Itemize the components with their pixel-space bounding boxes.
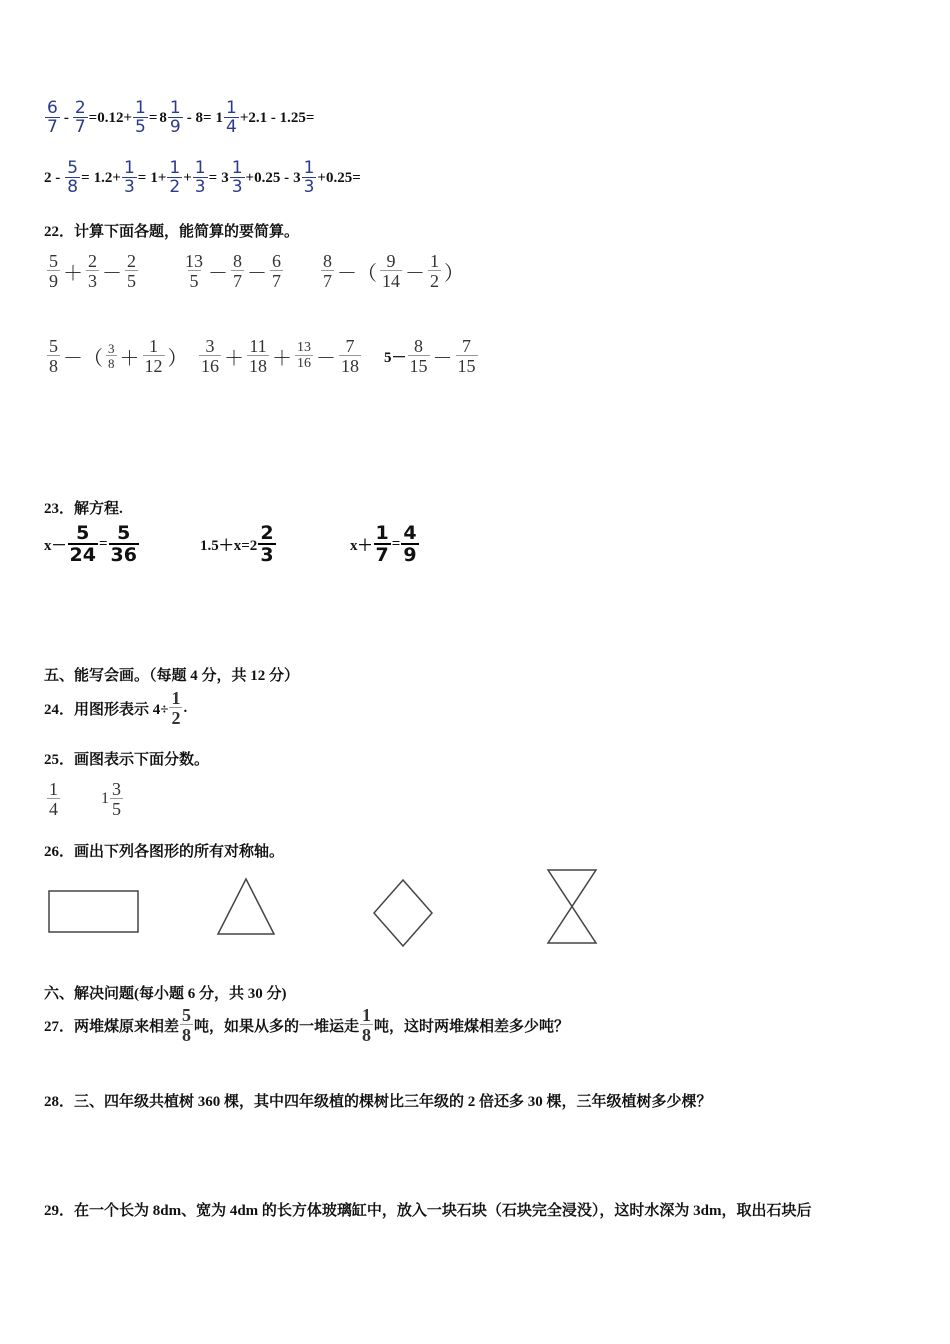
section-6-title: 六、解决问题(每小题 6 分，共 30 分) <box>44 986 287 1002</box>
fraction: $\frac{7}{18}$ <box>341 336 359 376</box>
fraction: $\frac{3}{5}$ <box>112 779 121 819</box>
fraction: $\frac{5}{8}$ <box>182 1005 192 1045</box>
triangle-shape <box>212 874 280 940</box>
q24: 24．用图形表示 4÷ $\frac{1}{2}$ . <box>44 688 188 728</box>
section-5-title: 五、能写会画。（每题 4 分，共 12 分） <box>44 668 300 684</box>
q29: 29．在一个长为 8dm、宽为 4dm 的长方体玻璃缸中，放入一块石块（石块完全浸没），这时水深为 3dm，取出石块后 <box>44 1203 812 1219</box>
fraction: $\frac{1}{2}$ <box>430 251 439 291</box>
fraction: $\frac{1}{4}$ <box>49 779 58 819</box>
mental-row-1: $\frac{6}{7}$ - $\frac{2}{7}$ = 0.12+ $\frac{1}{5}$ = 8 $\frac{1}{9}$ - 8= 1 $\frac{1}{4}$ +2.1 - 1.25= <box>47 98 315 137</box>
fraction: $\frac{8}{7}$ <box>323 251 332 291</box>
fraction: $\frac{8}{7}$ <box>233 251 242 291</box>
fraction: $\frac{1}{3}$ <box>194 158 206 197</box>
q22-title: 22．计算下面各题，能简算的要简算。 <box>44 224 300 240</box>
fraction: $\frac{5}{9}$ <box>49 251 58 291</box>
fraction: $\frac{3}{8}$ <box>108 341 115 371</box>
fraction: $\frac{1}{8}$ <box>362 1005 372 1045</box>
q22-expr-3: $\frac{8}{7}$ －（ $\frac{9}{14}$ － $\frac{1}{2}$ ） <box>323 251 464 291</box>
q25-title: 25．画图表示下面分数。 <box>44 752 210 768</box>
fraction: $\frac{1}{3}$ <box>303 158 315 197</box>
rhombus-shape <box>370 876 436 950</box>
q22-expr-5: $\frac{3}{16}$ ＋ $\frac{11}{18}$ ＋ $\frac{13}{16}$ － $\frac{7}{18}$ <box>201 336 359 376</box>
q23-equation-1: x－ $\frac{5}{24}$ = $\frac{5}{36}$ <box>44 522 137 566</box>
fraction: $\frac{9}{14}$ <box>382 251 400 291</box>
fraction: $\frac{13}{5}$ <box>185 251 203 291</box>
fraction: $\frac{6}{7}$ <box>272 251 281 291</box>
fraction: $\frac{5}{36}$ <box>110 522 137 566</box>
fraction: $\frac{1}{9}$ <box>169 98 181 137</box>
fraction: $\frac{1}{2}$ <box>169 158 181 197</box>
q23-equation-3: x＋ $\frac{1}{7}$ = $\frac{4}{9}$ <box>350 522 417 566</box>
fraction: $\frac{2}{5}$ <box>127 251 136 291</box>
q22-expr-6: 5－ $\frac{8}{15}$ － $\frac{7}{15}$ <box>384 336 476 376</box>
q28: 28．三、四年级共植树 360 棵，其中四年级植的棵树比三年级的 2 倍还多 30 棵，三年级植树多少棵？ <box>44 1094 712 1110</box>
fraction: $\frac{1}{4}$ <box>226 98 237 137</box>
q25-fractions: $\frac{1}{4}$ 1 $\frac{3}{5}$ <box>49 779 121 819</box>
fraction: $\frac{13}{16}$ <box>297 340 311 371</box>
fraction: $\frac{11}{18}$ <box>249 336 267 376</box>
q23-equation-2: 1.5＋x=2 $\frac{2}{3}$ <box>200 522 274 566</box>
fraction: $\frac{5}{24}$ <box>69 522 96 566</box>
q22-expr-4: $\frac{5}{8}$ －（ $\frac{3}{8}$ ＋ $\frac{1}{12}$ ） <box>49 336 188 376</box>
fraction: $\frac{7}{15}$ <box>457 336 476 376</box>
q27: 27．两堆煤原来相差 $\frac{5}{8}$ 吨，如果从多的一堆运走 $\frac{1}{8}$ 吨，这时两堆煤相差多少吨？ <box>44 1005 570 1045</box>
hourglass-shape <box>542 866 602 948</box>
q22-expr-2: $\frac{13}{5}$ － $\frac{8}{7}$ － $\frac{6}{7}$ <box>185 251 281 291</box>
fraction: $\frac{2}{7}$ <box>74 98 86 137</box>
q26-title: 26．画出下列各图形的所有对称轴。 <box>44 844 285 860</box>
fraction: $\frac{4}{9}$ <box>403 522 417 566</box>
fraction: $\frac{1}{3}$ <box>123 158 135 197</box>
fraction: $\frac{1}{12}$ <box>144 336 163 376</box>
rectangle-shape <box>44 884 144 940</box>
fraction: $\frac{3}{16}$ <box>201 336 219 376</box>
q23-title: 23．解方程. <box>44 501 123 517</box>
q22-expr-1: $\frac{5}{9}$ ＋ $\frac{2}{3}$ － $\frac{2}{5}$ <box>49 251 136 291</box>
fraction: $\frac{2}{3}$ <box>88 251 97 291</box>
fraction: $\frac{1}{5}$ <box>135 98 146 137</box>
fraction: $\frac{5}{8}$ <box>67 158 79 197</box>
fraction: $\frac{8}{15}$ <box>409 336 428 376</box>
fraction: $\frac{1}{7}$ <box>375 522 389 566</box>
mental-row-2: 2 - $\frac{5}{8}$ = 1.2+ $\frac{1}{3}$ = 1+ $\frac{1}{2}$ + $\frac{1}{3}$ = 3 $\frac{1}{3}$ +0.25 - 3 $\frac{1}{3}$ +0.25= <box>44 158 361 197</box>
fraction: $\frac{2}{3}$ <box>260 522 274 566</box>
fraction: $\frac{1}{2}$ <box>171 688 181 728</box>
fraction: $\frac{1}{3}$ <box>231 158 243 197</box>
fraction: $\frac{5}{8}$ <box>49 336 58 376</box>
fraction: $\frac{6}{7}$ <box>47 98 58 137</box>
